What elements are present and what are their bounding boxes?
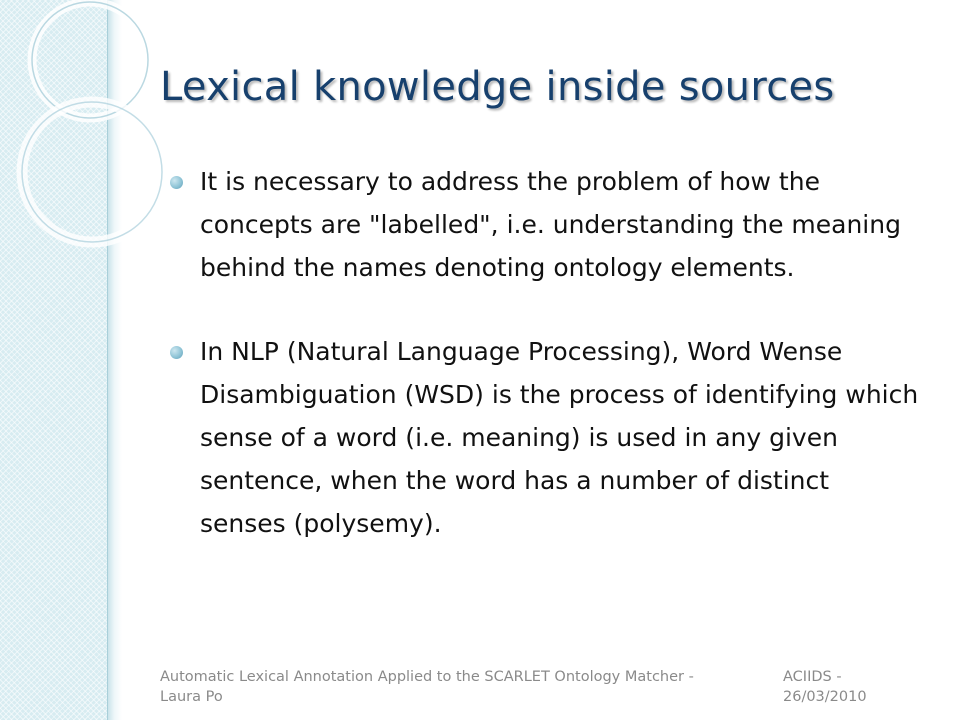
- footer-event-date: [783, 667, 903, 707]
- bullet-item: [170, 160, 920, 289]
- footer-event-line: ACIIDS -: [783, 669, 842, 685]
- bullet-dot-icon: [170, 176, 183, 189]
- bullet-dot-icon: [170, 346, 183, 359]
- footer-author-line: Laura Po: [160, 689, 223, 705]
- footer-presentation-info: [160, 667, 760, 707]
- footer-title-line: Automatic Lexical Annotation Applied to the SCARLET Ontology Matcher -: [160, 669, 694, 685]
- slide-title: Lexical knowledge inside sources: [160, 64, 835, 110]
- bullet-text: It is necessary to address the problem of how the concepts are "labelled", i.e. understanding the meaning behind the names denoting ontology elements.: [200, 167, 901, 282]
- bullet-item: [170, 330, 920, 545]
- bullet-text: In NLP (Natural Language Processing), Word Wense Disambiguation (WSD) is the process of identifying which sense of a word (i.e. meaning) is used in any given sentence, when the word has a number of distinct senses (polysemy).: [200, 337, 919, 538]
- footer-date-line: 26/03/2010: [783, 689, 867, 705]
- bullet-list: [170, 160, 920, 545]
